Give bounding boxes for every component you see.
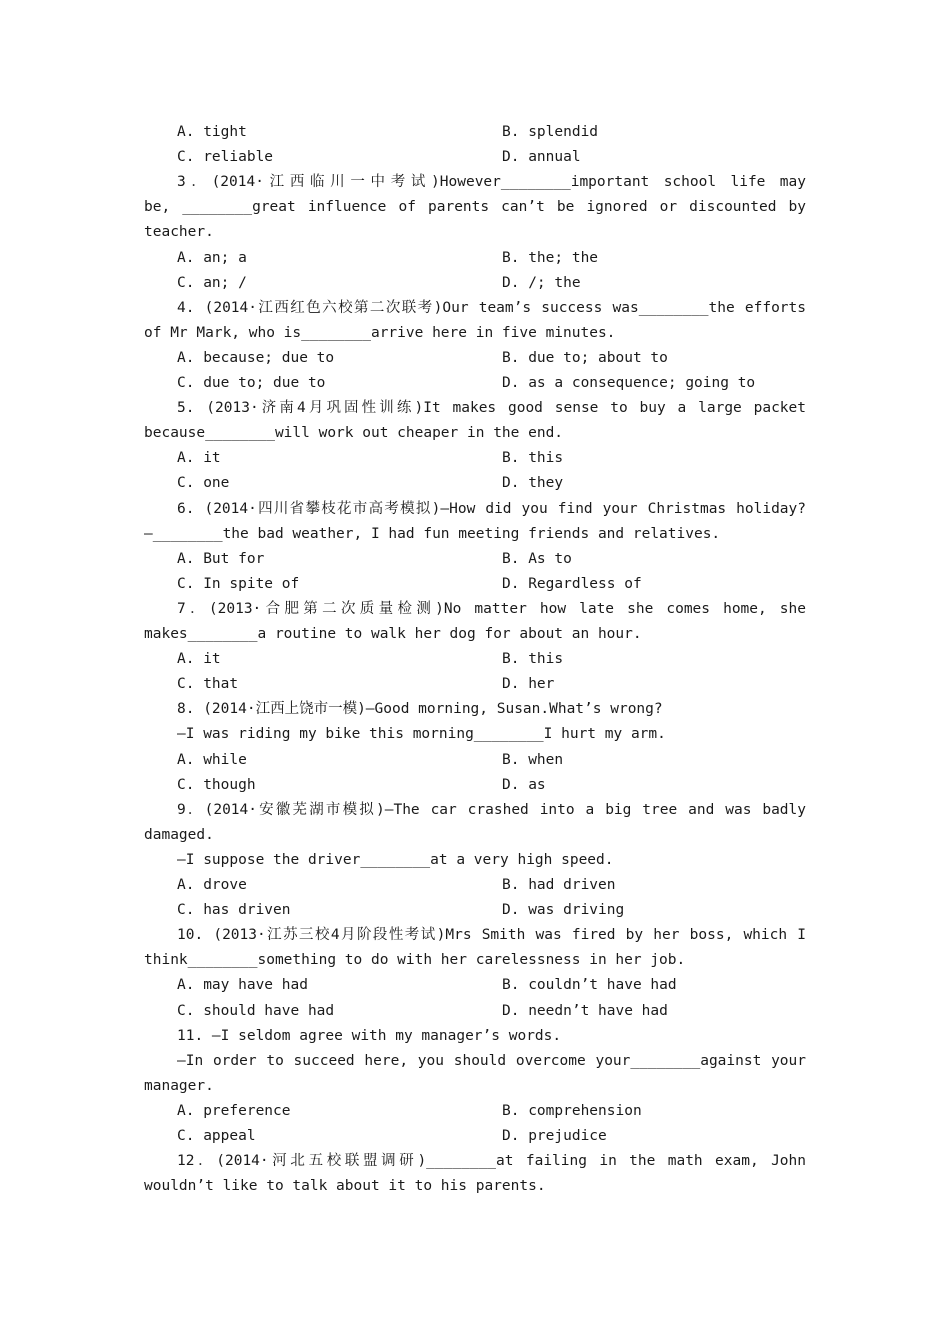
text-line-28: damaged. — [144, 827, 214, 843]
option-9-right: B. due to; about to — [502, 350, 668, 366]
option-22-left: C. that — [177, 676, 239, 692]
question-line-32: 10. (2013·江苏三校4月阶段性考试)Mrs Smith was fired by her boss, which I — [177, 927, 806, 943]
question-line-23: 8. (2014·江西上饶市一模)—Good morning, Susan.What’s wrong? — [177, 701, 663, 717]
option-26-right: D. as — [502, 777, 546, 793]
option-35-right: D. needn’t have had — [502, 1003, 668, 1019]
option-40-right: D. prejudice — [502, 1128, 607, 1144]
text-line-33: think________something to do with her carelessness in her job. — [144, 952, 686, 968]
option-14-left: C. one — [177, 475, 230, 491]
option-30-right: B. had driven — [502, 877, 616, 893]
option-5-left: A. an; a — [177, 250, 247, 266]
option-25-right: B. when — [502, 752, 564, 768]
option-21-left: A. it — [177, 651, 221, 667]
option-6-right: D. /; the — [502, 275, 581, 291]
question-line-7: 4. (2014·江西红色六校第二次联考)Our team’s success was________the efforts — [177, 300, 806, 316]
question-line-36: 11. —I seldom agree with my manager’s words. — [177, 1028, 562, 1044]
text-line-38: manager. — [144, 1078, 214, 1094]
option-39-left: A. preference — [177, 1103, 291, 1119]
option-35-left: C. should have had — [177, 1003, 335, 1019]
option-9-left: A. because; due to — [177, 350, 335, 366]
option-25-left: A. while — [177, 752, 247, 768]
question-line-15: 6. (2014·四川省攀枝花市高考模拟)—How did you find your Christmas holiday? — [177, 501, 806, 517]
text-line-8: of Mr Mark, who is________arrive here in five minutes. — [144, 325, 616, 341]
option-22-right: D. her — [502, 676, 555, 692]
option-1-left: C. reliable — [177, 149, 274, 165]
question-line-11: 5. (2013·济南4月巩固性训练)It makes good sense to buy a large packet — [177, 400, 806, 416]
option-13-right: B. this — [502, 450, 564, 466]
option-17-left: A. But for — [177, 551, 265, 567]
option-34-left: A. may have had — [177, 977, 308, 993]
option-0-left: A. tight — [177, 124, 247, 140]
option-17-right: B. As to — [502, 551, 572, 567]
question-line-24: —I was riding my bike this morning________I hurt my arm. — [177, 726, 666, 742]
option-10-left: C. due to; due to — [177, 375, 326, 391]
text-line-16: —________the bad weather, I had fun meeting friends and relatives. — [144, 526, 721, 542]
option-5-right: B. the; the — [502, 250, 599, 266]
option-34-right: B. couldn’t have had — [502, 977, 677, 993]
option-21-right: B. this — [502, 651, 564, 667]
option-40-left: C. appeal — [177, 1128, 256, 1144]
option-31-right: D. was driving — [502, 902, 625, 918]
option-0-right: B. splendid — [502, 124, 599, 140]
text-line-20: makes________a routine to walk her dog for about an hour. — [144, 626, 642, 642]
text-line-4: teacher. — [144, 224, 214, 240]
option-18-left: C. In spite of — [177, 576, 300, 592]
option-6-left: C. an; / — [177, 275, 247, 291]
text-line-42: wouldn’t like to talk about it to his parents. — [144, 1178, 546, 1194]
text-line-12: because________will work out cheaper in the end. — [144, 425, 564, 441]
question-line-41: 12．(2014·河北五校联盟调研)________at failing in the math exam, John — [177, 1153, 806, 1169]
text-line-3: be, ________great influence of parents can’t be ignored or discounted by — [144, 199, 806, 215]
option-13-left: A. it — [177, 450, 221, 466]
question-line-37: —In order to succeed here, you should overcome your________against your — [177, 1053, 806, 1069]
option-1-right: D. annual — [502, 149, 581, 165]
question-line-27: 9．(2014·安徽芜湖市模拟)—The car crashed into a big tree and was badly — [177, 802, 806, 818]
option-18-right: D. Regardless of — [502, 576, 642, 592]
option-30-left: A. drove — [177, 877, 247, 893]
question-line-19: 7．(2013·合肥第二次质量检测)No matter how late she comes home, she — [177, 601, 806, 617]
option-39-right: B. comprehension — [502, 1103, 642, 1119]
option-14-right: D. they — [502, 475, 564, 491]
option-31-left: C. has driven — [177, 902, 291, 918]
option-10-right: D. as a consequence; going to — [502, 375, 756, 391]
option-26-left: C. though — [177, 777, 256, 793]
question-line-2: 3．(2014·江西临川一中考试)However________important school life may — [177, 174, 806, 190]
question-line-29: —I suppose the driver________at a very high speed. — [177, 852, 614, 868]
